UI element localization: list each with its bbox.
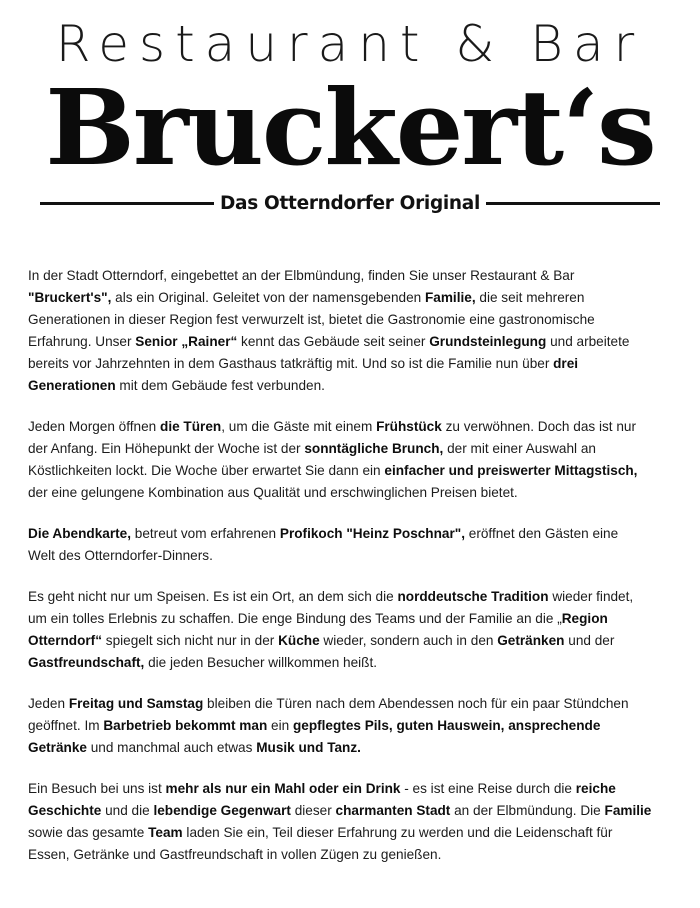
bold-text: Senior „Rainer“ — [135, 334, 238, 349]
text-line — [28, 331, 678, 353]
text: Ein Besuch bei uns ist — [28, 781, 166, 796]
bold-text: die Türen — [160, 419, 222, 434]
paragraph — [28, 586, 678, 674]
paragraph — [28, 523, 678, 567]
bold-text: Die Abendkarte, — [28, 526, 131, 541]
text-line — [28, 460, 678, 482]
logo-header — [0, 0, 700, 230]
text: der eine gelungene Kombination aus Qualität und erschwinglichen Preisen bietet. — [28, 485, 518, 500]
text: Jeden Morgen öffnen — [28, 419, 161, 434]
tagline-left-rule — [40, 202, 214, 205]
text-line — [28, 353, 678, 375]
bold-text: Freitag und Samstag — [68, 696, 204, 711]
paragraph — [28, 778, 678, 866]
bold-text: charmanten Stadt — [335, 803, 451, 818]
bold-text: mehr als nur ein Mahl oder ein Drink — [165, 781, 401, 796]
text: eröffnet den Gästen eine — [465, 526, 619, 541]
text: bleiben die Türen nach dem Abendessen noch für ein paar Stündchen — [203, 696, 629, 711]
logo-tagline: Das Otterndorfer Original — [219, 192, 481, 214]
text: betreut vom erfahrenen — [131, 526, 280, 541]
paragraph — [28, 693, 678, 759]
text-line — [28, 608, 678, 630]
bold-text: Musik und Tanz. — [256, 740, 361, 755]
text: In der Stadt Otterndorf, eingebettet an der Elbmündung, finden Sie unser Restaurant & Bar — [28, 268, 575, 283]
text: geöffnet. Im — [28, 718, 104, 733]
text: als ein Original. Geleitet von der namensgebenden — [111, 290, 425, 305]
text-line — [28, 630, 678, 652]
text-line — [28, 822, 678, 844]
bold-text: Team — [148, 825, 183, 840]
text: an der Elbmündung. Die — [450, 803, 605, 818]
text: laden Sie ein, Teil dieser Erfahrung zu werden und die Leidenschaft für — [182, 825, 613, 840]
text-line — [28, 652, 678, 674]
text: der Anfang. Ein Höhepunkt der Woche ist der — [28, 441, 305, 456]
text: Jeden — [28, 696, 69, 711]
bold-text: Otterndorf“ — [28, 633, 103, 648]
text: und arbeitete — [546, 334, 630, 349]
bold-text: Gastfreundschaft, — [28, 655, 145, 670]
text-line — [28, 375, 678, 397]
text: - es ist eine Reise durch die — [400, 781, 576, 796]
text-line — [28, 693, 678, 715]
text-line — [28, 482, 678, 504]
text: der mit einer Auswahl an — [443, 441, 596, 456]
text: und die — [101, 803, 154, 818]
text-line — [28, 778, 678, 800]
text: um ein tolles Erlebnis zu schaffen. Die enge Bindung des Teams und der Familie an die „ — [28, 611, 562, 626]
text-line — [28, 416, 678, 438]
bold-text: reiche — [575, 781, 616, 796]
bold-text: Generationen — [28, 378, 116, 393]
text: , um die Gäste mit einem — [221, 419, 377, 434]
text: und der — [564, 633, 615, 648]
text-line — [28, 844, 678, 866]
bold-text: sonntägliche Brunch, — [304, 441, 444, 456]
text: die jeden Besucher willkommen heißt. — [144, 655, 378, 670]
text: dieser — [290, 803, 336, 818]
text: sowie das gesamte — [28, 825, 149, 840]
bold-text: Grundsteinlegung — [429, 334, 547, 349]
text: und manchmal auch etwas — [86, 740, 257, 755]
text: mit dem Gebäude fest verbunden. — [115, 378, 325, 393]
text-line — [28, 309, 678, 331]
bold-text: gepflegtes Pils, guten Hauswein, ansprechende — [292, 718, 601, 733]
bold-text: Geschichte — [28, 803, 102, 818]
paragraph — [28, 265, 678, 397]
text: ein — [267, 718, 293, 733]
text: wieder, sondern auch in den — [319, 633, 498, 648]
bold-text: lebendige Gegenwart — [153, 803, 291, 818]
text-line — [28, 737, 678, 759]
bold-text: Barbetrieb bekommt man — [103, 718, 268, 733]
paragraph — [28, 416, 678, 504]
text: Essen, Getränke und Gastfreundschaft in vollen Zügen zu genießen. — [28, 847, 442, 862]
bold-text: Familie — [604, 803, 652, 818]
bold-text: Küche — [278, 633, 320, 648]
bold-text: Profikoch "Heinz Poschnar", — [279, 526, 465, 541]
logo-tagline-row — [40, 188, 660, 218]
bold-text: drei — [553, 356, 579, 371]
text: Erfahrung. Unser — [28, 334, 136, 349]
logo-brand-name: Bruckert‘s — [45, 66, 655, 189]
bold-text: Getränken — [497, 633, 565, 648]
text: Es geht nicht nur um Speisen. Es ist ein Ort, an dem sich die — [28, 589, 398, 604]
tagline-right-rule — [486, 202, 660, 205]
text: zu verwöhnen. Doch das ist nur — [441, 419, 636, 434]
text: wieder findet, — [548, 589, 634, 604]
text-line — [28, 586, 678, 608]
text: kennt das Gebäude seit seiner — [237, 334, 430, 349]
text-line — [28, 545, 678, 567]
bold-text: Frühstück — [376, 419, 442, 434]
text: spiegelt sich nicht nur in der — [102, 633, 279, 648]
document-body — [28, 265, 678, 885]
bold-text: einfacher und preiswerter Mittagstisch, — [384, 463, 638, 478]
text-line — [28, 287, 678, 309]
text-line — [28, 523, 678, 545]
text: bereits vor Jahrzehnten in dem Gasthaus tatkräftig mit. Und so ist die Familie nun über — [28, 356, 554, 371]
text: Generationen in dieser Region fest verwurzelt ist, bietet die Gastronomie eine gastronomische — [28, 312, 595, 327]
bold-text: Familie, — [424, 290, 476, 305]
bold-text: "Bruckert's", — [28, 290, 112, 305]
text-line — [28, 715, 678, 737]
text: Welt des Otterndorfer-Dinners. — [28, 548, 213, 563]
bold-text: Getränke — [28, 740, 87, 755]
text-line — [28, 800, 678, 822]
bold-text: norddeutsche Tradition — [397, 589, 549, 604]
bold-text: Region — [561, 611, 608, 626]
text-line — [28, 438, 678, 460]
logo-subtitle: Restaurant & Bar — [55, 15, 645, 73]
text: die seit mehreren — [475, 290, 585, 305]
text: Köstlichkeiten lockt. Die Woche über erwartet Sie dann ein — [28, 463, 385, 478]
text-line — [28, 265, 678, 287]
